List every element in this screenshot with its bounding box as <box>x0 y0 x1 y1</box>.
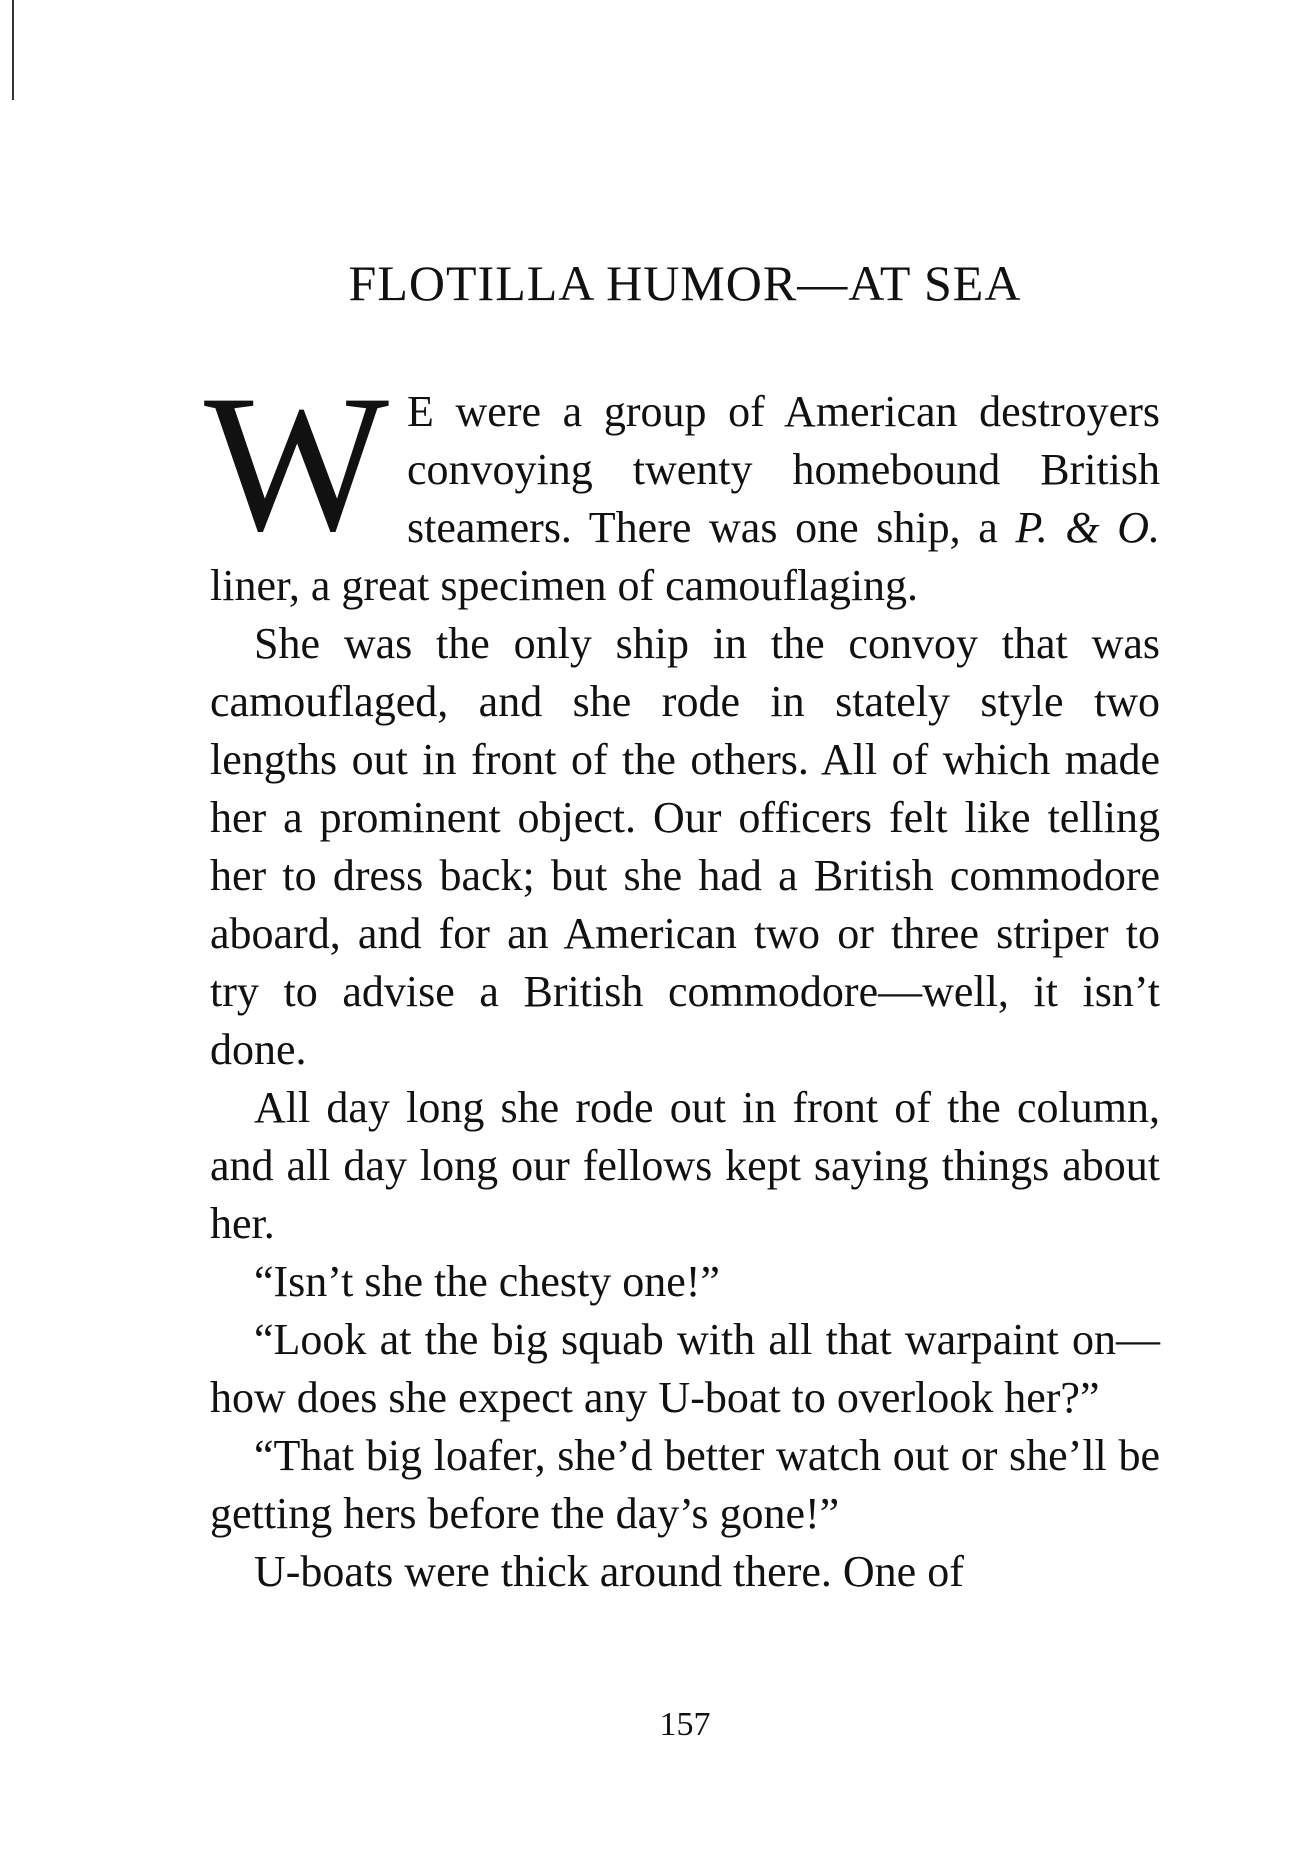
ship-line-name: P. & O. <box>1015 503 1160 552</box>
paragraph-1-text-a: E were a group of American destroyers convoying twenty homebound British steamers. There was one ship, a <box>407 387 1160 552</box>
paragraph-1-text-b: liner, a great specimen of camouflaging. <box>210 561 919 610</box>
book-page <box>204 0 1160 1851</box>
paragraph-6: “That big loafer, she’d better watch out or she’ll be getting hers before the day’s gone!” <box>210 1431 1160 1538</box>
paragraph-1 <box>204 355 1160 615</box>
drop-cap: W <box>204 355 389 572</box>
page-edge-rule <box>12 0 14 100</box>
paragraph-4: “Isn’t she the chesty one!” <box>254 1257 720 1306</box>
paragraph-3: All day long she rode out in front of the column, and all day long our fellows kept saying things about her. <box>210 1083 1160 1248</box>
page-number: 157 <box>659 1706 711 1743</box>
paragraph-2: She was the only ship in the convoy that was camouflaged, and she rode in stately style two lengths out in front of the others. All of which made her a prominent object. Our officers felt like telling her to dress back; but she had a British commodore aboard, and for an American two or three striper to try to advise a British commodore—well, it isn’t done. <box>210 619 1160 1074</box>
paragraph-7: U-boats were thick around there. One of <box>254 1547 964 1596</box>
chapter-title: FLOTILLA HUMOR—AT SEA <box>348 255 1022 311</box>
paragraph-5: “Look at the big squab with all that warpaint on—how does she expect any U-boat to overlook her?” <box>210 1315 1160 1422</box>
body-text <box>204 355 1160 1601</box>
